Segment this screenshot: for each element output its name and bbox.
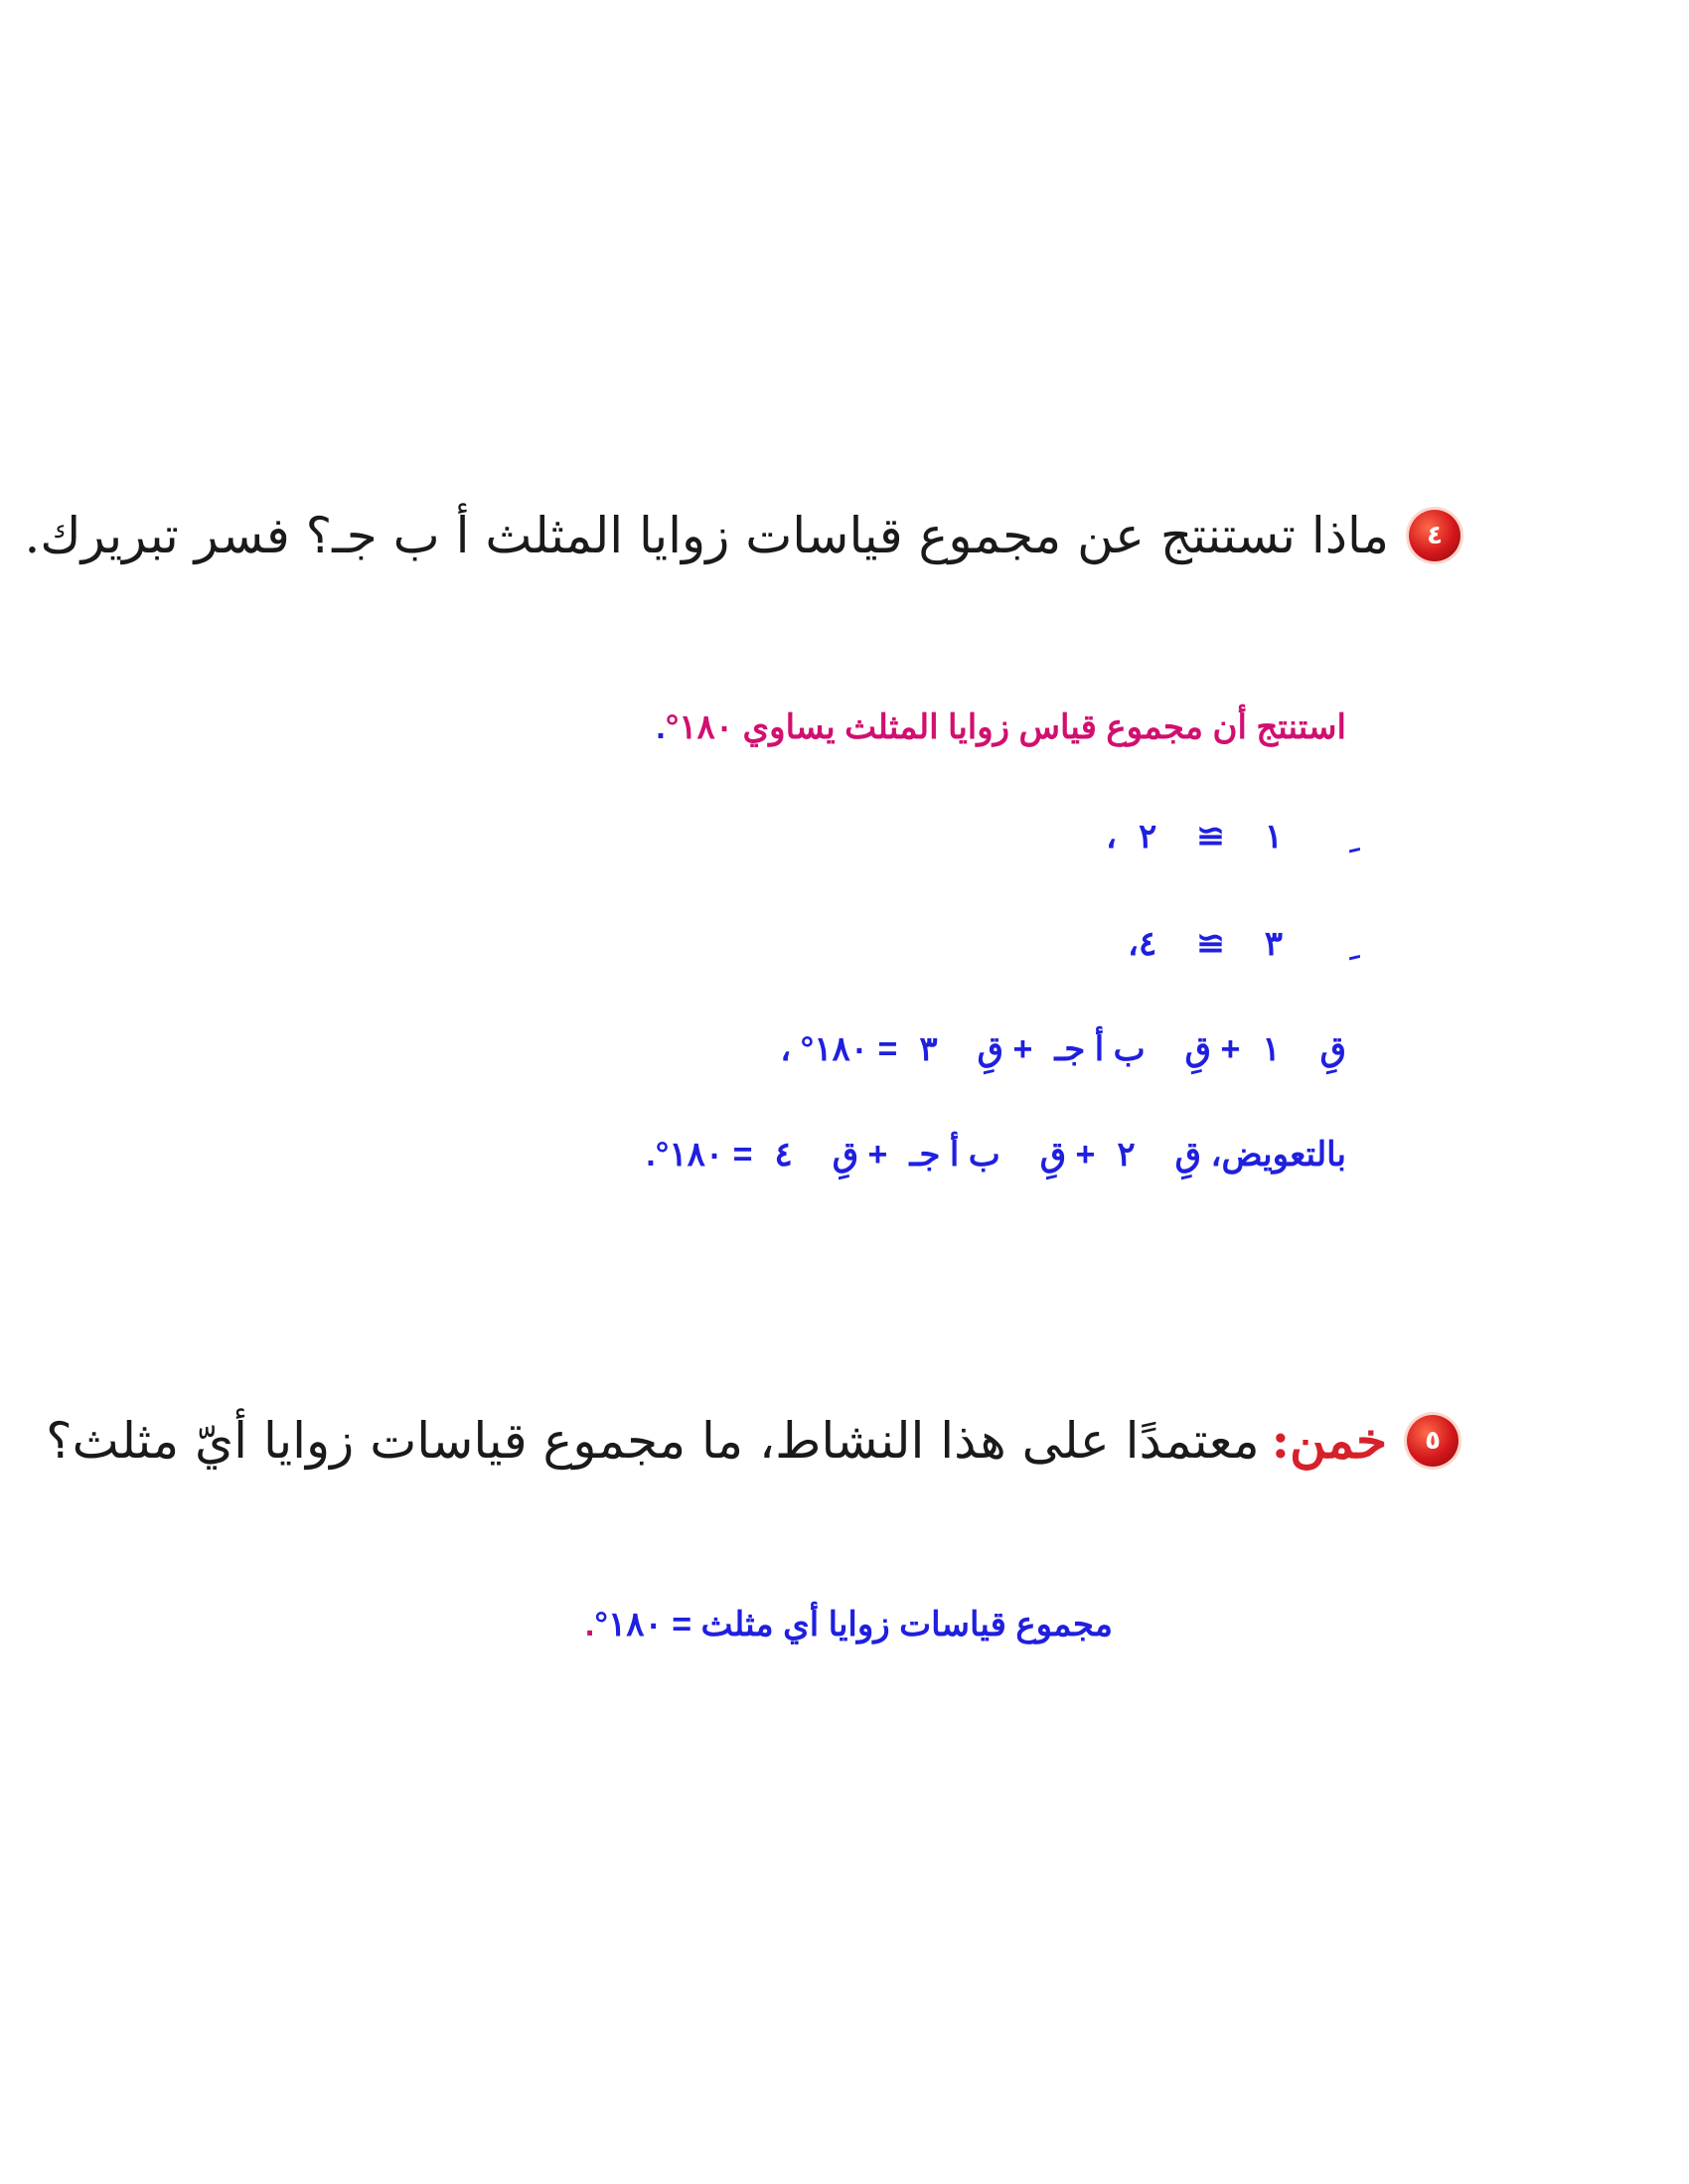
conclusion-period: . xyxy=(656,708,666,746)
measure-label: + قِ xyxy=(977,1030,1033,1068)
measure-label: + قِ xyxy=(1184,1030,1241,1068)
separator: ، xyxy=(1105,818,1117,856)
substitution-label: بالتعويض، قِ xyxy=(1174,1136,1346,1173)
angle-number: ١ xyxy=(1262,1030,1281,1068)
angle-number: ٤ xyxy=(1138,925,1157,963)
measure-label: قِ xyxy=(1319,1030,1346,1068)
question-text: ماذا تستنتج عن مجموع قياسات زوايا المثلث أ ب جـ؟ فسر تبريرك. xyxy=(24,507,1389,564)
angle-name: ب أ جـ xyxy=(909,1136,1000,1173)
angle-number: ٤ xyxy=(774,1136,793,1173)
equals-value: = ١٨٠°. xyxy=(646,1136,753,1173)
conclusion-text: استنتج أن مجموع قياس زوايا المثلث يساوي ١٨٠° xyxy=(665,708,1346,746)
angle-number: ٢ xyxy=(1117,1136,1136,1173)
angle-number: ٣ xyxy=(919,1030,938,1068)
measure-label: + قِ xyxy=(832,1136,888,1173)
answer-substitution xyxy=(646,1135,1346,1174)
answer-congruence-1 xyxy=(1106,817,1346,857)
angle-number: ٣ xyxy=(1264,925,1283,963)
measure-label: + قِ xyxy=(1039,1136,1096,1173)
congruent-symbol: ≅ xyxy=(1196,818,1225,856)
congruent-symbol: ≅ xyxy=(1196,925,1225,963)
angle-name: ب أ جـ xyxy=(1054,1030,1146,1068)
angle-number: ١ xyxy=(1264,818,1283,856)
angle-number: ٢ xyxy=(1138,818,1157,856)
answer-period: . xyxy=(584,1606,595,1643)
answer-5 xyxy=(585,1605,1113,1644)
question-tag: خمن: xyxy=(1271,1411,1387,1470)
question-5 xyxy=(46,1411,1459,1470)
question-number-badge: ٤ xyxy=(1409,510,1460,561)
separator: ، xyxy=(1127,925,1139,963)
answer-conclusion xyxy=(656,707,1346,747)
equals-value: = ١٨٠° ، xyxy=(780,1030,898,1068)
question-text: معتمدًا على هذا النشاط، ما مجموع قياسات زوايا أيّ مثلث؟ xyxy=(46,1411,1260,1470)
answer-text: مجموع قياسات زوايا أي مثلث = ١٨٠° xyxy=(594,1606,1113,1643)
answer-congruence-2 xyxy=(1128,924,1346,964)
question-number-badge: ٥ xyxy=(1407,1415,1459,1467)
answer-angle-sum xyxy=(780,1029,1346,1069)
question-4 xyxy=(25,507,1460,564)
